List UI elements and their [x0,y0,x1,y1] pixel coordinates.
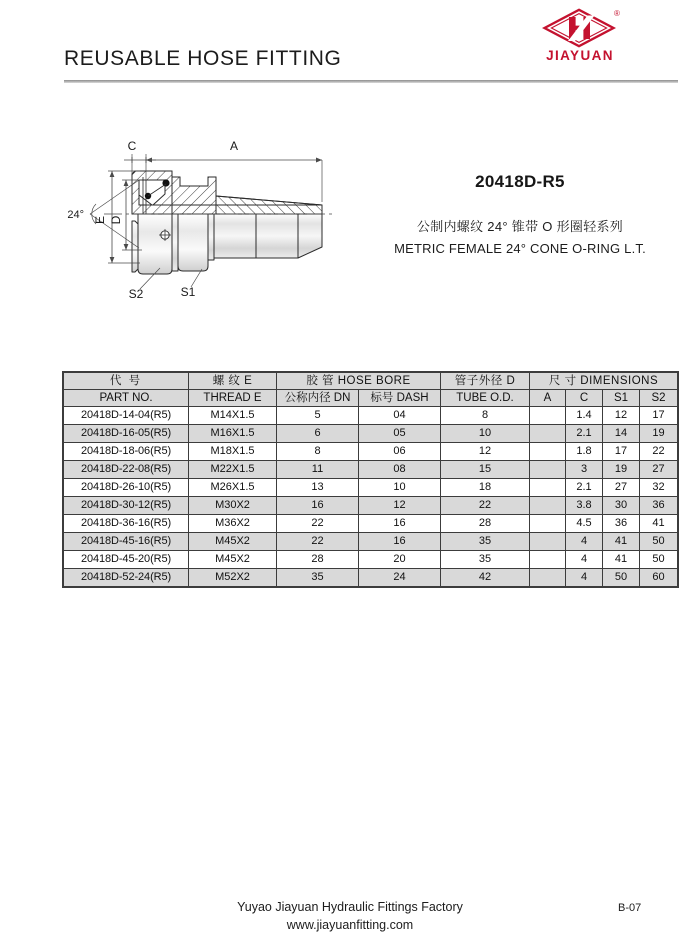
product-code: 20418D-R5 [475,172,565,191]
cell-dn: 5 [277,407,359,425]
cell-c: 2.1 [566,479,603,497]
cell-c: 4 [566,533,603,551]
table-body [64,407,678,587]
cell-c: 1.4 [566,407,603,425]
dimension-label-angle: 24° [67,209,84,221]
cell-part-no: 20418D-36-16(R5) [64,515,189,533]
header-dim-s2: S2 [640,390,678,407]
cell-a [530,515,566,533]
cell-s2: 22 [640,443,678,461]
table-row [64,569,678,587]
specification-table [63,372,678,587]
cell-c: 2.1 [566,425,603,443]
specification-table-container [63,372,677,587]
cell-s1: 30 [603,497,640,515]
cell-dash: 16 [359,533,441,551]
cell-s2: 50 [640,533,678,551]
cell-tube-od: 35 [441,533,530,551]
cell-a [530,425,566,443]
cell-s2: 36 [640,497,678,515]
table-header [64,373,678,407]
header-part-no: PART NO. [64,390,189,407]
cell-s1: 36 [603,515,640,533]
cell-thread: M18X1.5 [189,443,277,461]
table-row [64,461,678,479]
header-dim-s1: S1 [603,390,640,407]
table-header-row-group [64,373,678,390]
cell-a [530,497,566,515]
cell-thread: M30X2 [189,497,277,515]
cell-dn: 28 [277,551,359,569]
cell-dn: 6 [277,425,359,443]
dimension-label-d: D [109,215,123,225]
page-header [0,0,700,92]
cell-c: 4 [566,569,603,587]
header-group-part-no: 代 号 [64,373,189,390]
cell-dash: 24 [359,569,441,587]
cell-thread: M26X1.5 [189,479,277,497]
dimension-label-a: A [229,139,239,153]
cell-s1: 50 [603,569,640,587]
cell-a [530,533,566,551]
cell-tube-od: 42 [441,569,530,587]
table-row [64,515,678,533]
technical-drawing [60,108,410,303]
table-row [64,551,678,569]
header-dash: 标号 DASH [359,390,441,407]
cell-dn: 22 [277,515,359,533]
cell-c: 4.5 [566,515,603,533]
cell-tube-od: 22 [441,497,530,515]
cell-c: 1.8 [566,443,603,461]
cell-s2: 41 [640,515,678,533]
cell-part-no: 20418D-26-10(R5) [64,479,189,497]
header-dim-c: C [566,390,603,407]
cell-s2: 19 [640,425,678,443]
cell-s1: 17 [603,443,640,461]
table-row [64,497,678,515]
logo-wordmark: JIAYUAN [546,48,614,63]
product-description-english: METRIC FEMALE 24° CONE O-RING L.T. [394,241,646,256]
footer-website: www.jiayuanfitting.com [286,918,414,932]
cell-part-no: 20418D-45-20(R5) [64,551,189,569]
cell-thread: M45X2 [189,533,277,551]
header-dn: 公称内径 DN [277,390,359,407]
cell-a [530,461,566,479]
cell-tube-od: 15 [441,461,530,479]
cell-part-no: 20418D-18-06(R5) [64,443,189,461]
cell-s2: 32 [640,479,678,497]
table-row [64,407,678,425]
footer-page-number: B-07 [618,902,642,914]
cell-part-no: 20418D-16-05(R5) [64,425,189,443]
header-group-tube-od: 管子外径 D [441,373,530,390]
cell-s2: 17 [640,407,678,425]
cell-tube-od: 35 [441,551,530,569]
cell-tube-od: 10 [441,425,530,443]
cell-dash: 12 [359,497,441,515]
header-divider [64,80,678,83]
cell-dn: 8 [277,443,359,461]
cell-dash: 06 [359,443,441,461]
cell-dn: 11 [277,461,359,479]
cell-s1: 41 [603,551,640,569]
table-header-row-sub [64,390,678,407]
cell-dn: 13 [277,479,359,497]
cell-s1: 41 [603,533,640,551]
header-group-dimensions: 尺 寸 DIMENSIONS [530,373,678,390]
header-tube-od: TUBE O.D. [441,390,530,407]
header-dim-a: A [530,390,566,407]
product-description-chinese: 公制内螺纹 24° 锥带 O 形圈轻系列 [416,219,624,234]
registered-trademark-icon: ® [614,9,620,18]
cell-a [530,407,566,425]
cell-thread: M36X2 [189,515,277,533]
table-row [64,425,678,443]
cell-thread: M22X1.5 [189,461,277,479]
header-group-thread: 螺 纹 E [189,373,277,390]
cell-thread: M52X2 [189,569,277,587]
table-row [64,533,678,551]
dimension-label-e: E [93,215,107,225]
cell-a [530,479,566,497]
cell-dash: 20 [359,551,441,569]
product-info-block [370,172,670,256]
cell-thread: M14X1.5 [189,407,277,425]
cell-a [530,443,566,461]
cell-c: 3 [566,461,603,479]
footer-company-name: Yuyao Jiayuan Hydraulic Fittings Factory [237,900,463,914]
cell-part-no: 20418D-45-16(R5) [64,533,189,551]
cell-s2: 60 [640,569,678,587]
cell-part-no: 20418D-14-04(R5) [64,407,189,425]
cell-tube-od: 12 [441,443,530,461]
dimension-label-s2: S2 [128,287,144,301]
cell-dn: 35 [277,569,359,587]
company-logo [528,8,632,70]
cell-part-no: 20418D-30-12(R5) [64,497,189,515]
cell-tube-od: 18 [441,479,530,497]
cell-s1: 27 [603,479,640,497]
cell-c: 4 [566,551,603,569]
table-row [64,443,678,461]
cell-thread: M45X2 [189,551,277,569]
cell-dash: 08 [359,461,441,479]
cell-dn: 16 [277,497,359,515]
cell-c: 3.8 [566,497,603,515]
cell-s1: 19 [603,461,640,479]
cell-s1: 12 [603,407,640,425]
cell-part-no: 20418D-52-24(R5) [64,569,189,587]
dimension-label-c: C [127,139,137,153]
cell-s2: 50 [640,551,678,569]
cell-s1: 14 [603,425,640,443]
cell-a [530,569,566,587]
cell-part-no: 20418D-22-08(R5) [64,461,189,479]
header-group-hose-bore: 胶 管 HOSE BORE [277,373,441,390]
cell-dn: 22 [277,533,359,551]
cell-tube-od: 8 [441,407,530,425]
cell-a [530,551,566,569]
table-row [64,479,678,497]
page-title: REUSABLE HOSE FITTING [64,47,342,70]
cell-s2: 27 [640,461,678,479]
cell-dash: 16 [359,515,441,533]
cell-dash: 10 [359,479,441,497]
dimension-label-s1: S1 [180,285,196,299]
jiayuan-diamond-icon [542,8,616,48]
cell-thread: M16X1.5 [189,425,277,443]
cell-dash: 05 [359,425,441,443]
cell-dash: 04 [359,407,441,425]
cell-tube-od: 28 [441,515,530,533]
header-thread-e: THREAD E [189,390,277,407]
